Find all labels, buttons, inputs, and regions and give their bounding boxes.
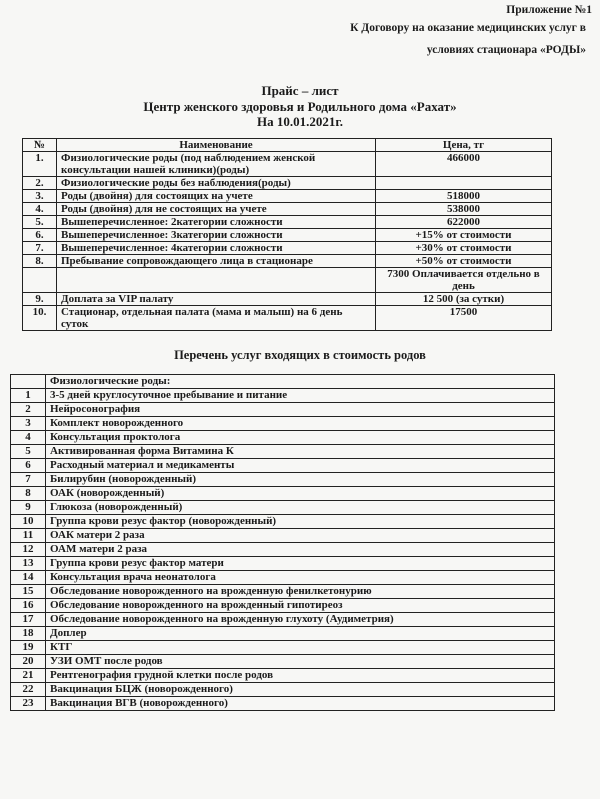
service-row [11,557,555,571]
price-row-price: 518000 [376,190,552,203]
service-row [11,669,555,683]
price-row [23,306,552,331]
service-number: 19 [11,641,46,655]
service-name: Обследование новорожденного на врожденную фенилкетонурию [46,585,555,599]
service-name: Консультация проктолога [46,431,555,445]
price-row-number: 10. [23,306,57,331]
service-row [11,403,555,417]
price-row-name: Пребывание сопровождающего лица в стационаре [57,255,376,268]
organization-name: Центр женского здоровья и Родильного дома «Рахат» [143,99,457,114]
price-row [23,190,552,203]
service-name: Обследование новорожденного на врожденную глухоту (Аудиметрия) [46,613,555,627]
service-row [11,641,555,655]
service-name: Консультация врача неонатолога [46,571,555,585]
service-number: 18 [11,627,46,641]
service-number: 13 [11,557,46,571]
price-row-number: 7. [23,242,57,255]
price-row [23,293,552,306]
service-row [11,445,555,459]
service-number: 3 [11,417,46,431]
service-name: Вакцинация ВГВ (новорожденного) [46,697,555,711]
service-name: Группа крови резус фактор матери [46,557,555,571]
price-row [23,152,552,177]
service-number: 1 [11,389,46,403]
price-row-price: 538000 [376,203,552,216]
service-row [11,627,555,641]
price-row-name: Роды (двойня) для состоящих на учете [57,190,376,203]
service-name: Обследование новорожденного на врожденный гипотиреоз [46,599,555,613]
price-row-name: Доплата за VIP палату [57,293,376,306]
price-row [23,229,552,242]
service-row [11,459,555,473]
services-table [10,374,555,711]
price-row-number: 1. [23,152,57,177]
price-row [23,177,552,190]
price-row-name: Вышеперечисленное: 2категории сложности [57,216,376,229]
price-row-name [57,268,376,293]
service-number: 7 [11,473,46,487]
service-name: КТГ [46,641,555,655]
service-row [11,473,555,487]
service-row [11,655,555,669]
service-number: 10 [11,515,46,529]
service-name: Рентгенография грудной клетки после родов [46,669,555,683]
column-price: Цена, тг [376,139,552,152]
price-row [23,216,552,229]
appendix-contract: К Договору на оказание медицинских услуг в [350,21,586,34]
service-row [11,697,555,711]
service-number: 21 [11,669,46,683]
service-name: Расходный материал и медикаменты [46,459,555,473]
services-header: Физиологические роды: [46,375,555,389]
price-row-number: 8. [23,255,57,268]
service-name: ОАК (новорожденный) [46,487,555,501]
service-number: 8 [11,487,46,501]
service-row [11,487,555,501]
price-row-number: 3. [23,190,57,203]
service-name: Глюкоза (новорожденный) [46,501,555,515]
price-row-number: 4. [23,203,57,216]
services-header-row [11,375,555,389]
appendix-conditions: условиях стационара «РОДЫ» [426,44,586,57]
price-row [23,255,552,268]
column-number: № [23,139,57,152]
service-name: Активированная форма Витамина К [46,445,555,459]
price-row-price: 466000 [376,152,552,177]
price-row-name: Стационар, отдельная палата (мама и малыш) на 6 день суток [57,306,376,331]
price-row-name: Вышеперечисленное: 3категории сложности [57,229,376,242]
service-number: 15 [11,585,46,599]
service-name: Доплер [46,627,555,641]
service-number: 16 [11,599,46,613]
service-number: 23 [11,697,46,711]
service-row [11,683,555,697]
price-row [23,203,552,216]
service-number: 6 [11,459,46,473]
service-number: 4 [11,431,46,445]
price-row-price: 7300 Оплачивается отдельно в день [376,268,552,293]
column-name: Наименование [57,139,376,152]
service-name: Билирубин (новорожденный) [46,473,555,487]
service-row [11,501,555,515]
service-name: Вакцинация БЦЖ (новорожденного) [46,683,555,697]
service-number: 20 [11,655,46,669]
service-row [11,571,555,585]
price-row-name: Физиологические роды без наблюдения(роды) [57,177,376,190]
service-number: 22 [11,683,46,697]
service-row [11,599,555,613]
service-name: 3-5 дней круглосуточное пребывание и питание [46,389,555,403]
appendix-block [350,2,592,59]
service-row [11,585,555,599]
price-row-price: +50% от стоимости [376,255,552,268]
price-row-price: 622000 [376,216,552,229]
price-row-number: 5. [23,216,57,229]
appendix-number: Приложение №1 [506,4,592,16]
service-number: 12 [11,543,46,557]
service-row [11,515,555,529]
service-number: 5 [11,445,46,459]
price-row [23,268,552,293]
service-name: Нейросонография [46,403,555,417]
service-number: 17 [11,613,46,627]
price-row-number: 2. [23,177,57,190]
price-row-number: 6. [23,229,57,242]
price-row-name: Вышеперечисленное: 4категории сложности [57,242,376,255]
service-number: 2 [11,403,46,417]
service-row [11,613,555,627]
price-row-name: Роды (двойня) для не состоящих на учете [57,203,376,216]
price-row-price: 12 500 (за сутки) [376,293,552,306]
service-name: УЗИ ОМТ после родов [46,655,555,669]
price-row-number [23,268,57,293]
service-number: 11 [11,529,46,543]
service-row [11,529,555,543]
price-row-price: +15% от стоимости [376,229,552,242]
service-row [11,543,555,557]
service-row [11,417,555,431]
price-row-price [376,177,552,190]
price-row-number: 9. [23,293,57,306]
price-list-date: На 10.01.2021г. [256,114,344,129]
price-table-header [23,139,552,152]
service-number: 9 [11,501,46,515]
service-row [11,431,555,445]
price-row [23,242,552,255]
price-row-name: Физиологические роды (под наблюдением женской консультации нашей клиники)(роды) [57,152,376,177]
service-row [11,389,555,403]
price-list-title: Прайс – лист [261,83,339,98]
service-name: Группа крови резус фактор (новорожденный) [46,515,555,529]
service-name: ОАМ матери 2 раза [46,543,555,557]
service-name: ОАК матери 2 раза [46,529,555,543]
service-name: Комплект новорожденного [46,417,555,431]
service-number: 14 [11,571,46,585]
price-row-price: 17500 [376,306,552,331]
services-title: Перечень услуг входящих в стоимость родов [174,348,426,362]
price-row-price: +30% от стоимости [376,242,552,255]
price-table [22,138,552,331]
